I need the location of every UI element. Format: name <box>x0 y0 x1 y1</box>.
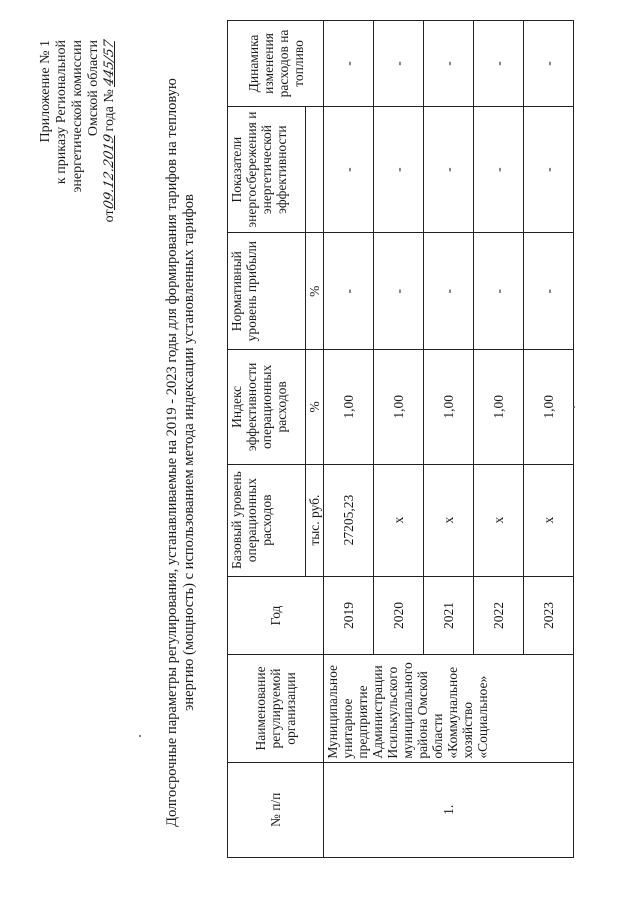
cell-year: 2020 <box>374 576 424 655</box>
appendix-order-line <box>102 40 118 320</box>
handwritten-number: 445/57 <box>102 38 117 88</box>
cell-profit: - <box>374 233 424 350</box>
appendix-line4: Омской области <box>86 40 101 137</box>
order-middle: года № <box>102 89 117 132</box>
title-line2: энергию (мощность) с использованием метода индексации установленных тарифов <box>181 194 197 711</box>
row-num: 1. <box>324 762 574 857</box>
row-org-name: Муниципальное унитарное предприятие Администрации Исилькульского муниципального района Омской области «Коммунальное хозяйство «Социальное» <box>324 655 574 762</box>
header-fuel: Динамика изменения расходов на топливо <box>228 21 324 107</box>
cell-profit: - <box>524 233 574 350</box>
cell-energy: - <box>524 106 574 232</box>
header-org: Наименование регулируемой организации <box>228 655 324 762</box>
cell-year: 2019 <box>324 576 374 655</box>
cell-energy: - <box>324 106 374 232</box>
header-base: Базовый уровень операционных расходов <box>228 464 306 576</box>
unit-index: % <box>306 350 324 464</box>
scan-speck <box>573 406 575 408</box>
header-profit: Нормативный уровень прибыли <box>228 233 306 350</box>
cell-year: 2023 <box>524 576 574 655</box>
cell-index: 1,00 <box>474 350 524 464</box>
table-header-row <box>228 21 306 858</box>
cell-year: 2022 <box>474 576 524 655</box>
table-row <box>324 21 374 858</box>
order-prefix: от <box>102 209 117 223</box>
cell-index: 1,00 <box>524 350 574 464</box>
header-num: № п/п <box>228 762 324 857</box>
cell-energy: - <box>474 106 524 232</box>
scan-speck <box>139 735 141 737</box>
cell-energy: - <box>424 106 474 232</box>
cell-base: х <box>424 464 474 576</box>
cell-index: 1,00 <box>424 350 474 464</box>
title-line1: Долгосрочные параметры регулирования, устанавливаемые на 2019 - 2023 годы для формирования тарифов на тепловую <box>164 78 180 827</box>
header-energy: Показатели энергосбережения и энергетической эффективности <box>228 106 306 232</box>
parameters-table <box>227 20 574 858</box>
cell-fuel: - <box>324 21 374 107</box>
cell-fuel: - <box>424 21 474 107</box>
cell-index: 1,00 <box>324 350 374 464</box>
cell-base: 27205,23 <box>324 464 374 576</box>
cell-base: х <box>374 464 424 576</box>
handwritten-date: 09.12.2019 <box>102 133 117 211</box>
unit-profit: % <box>306 233 324 350</box>
appendix-line3: энергетической комиссии <box>70 40 85 193</box>
unit-energy <box>306 106 324 232</box>
document-title <box>164 40 198 865</box>
appendix-line1: Приложение № 1 <box>38 40 53 143</box>
cell-fuel: - <box>524 21 574 107</box>
appendix-line2: к приказу Региональной <box>54 40 69 185</box>
cell-base: х <box>474 464 524 576</box>
unit-base: тыс. руб. <box>306 464 324 576</box>
cell-profit: - <box>474 233 524 350</box>
cell-profit: - <box>324 233 374 350</box>
cell-fuel: - <box>474 21 524 107</box>
appendix-header <box>38 40 118 320</box>
cell-fuel: - <box>374 21 424 107</box>
cell-index: 1,00 <box>374 350 424 464</box>
header-year: Год <box>228 576 324 655</box>
cell-year: 2021 <box>424 576 474 655</box>
header-index: Индекс эффективности операционных расходов <box>228 350 306 464</box>
cell-base: х <box>524 464 574 576</box>
cell-profit: - <box>424 233 474 350</box>
cell-energy: - <box>374 106 424 232</box>
